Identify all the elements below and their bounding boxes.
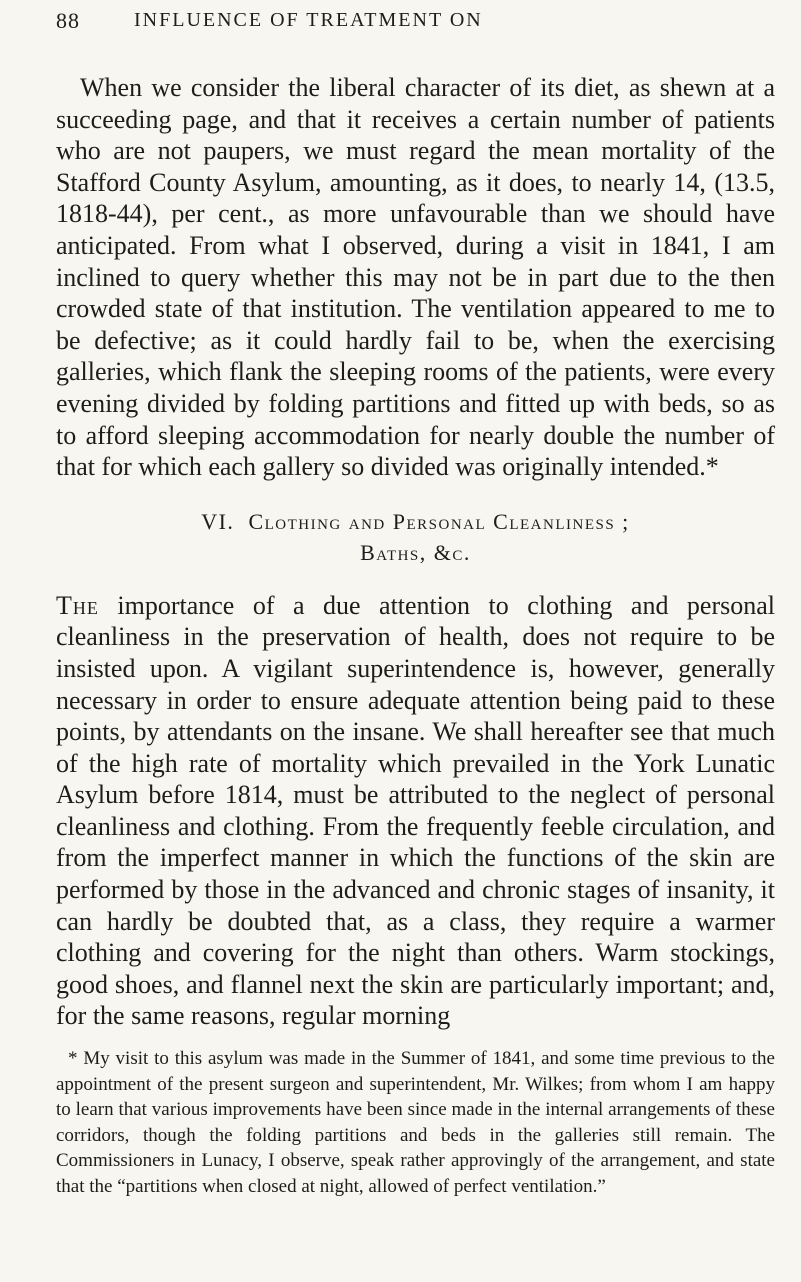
footnote: * My visit to this asylum was made in the Summer of 1841, and some time previous to the appointment of the present surgeon and superintendent, Mr. Wilkes; from whom I am happy to learn that various improvements have been since made in the internal arrangements of these corridors, though the folding partitions and beds in the galleries still remain. The Commissioners in Lunacy, I observe, speak rather approvingly of the arrangement, and state that the “partitions when closed at night, allowed of perfect ventilation.”	[56, 1048, 775, 1197]
running-head	[56, 8, 775, 48]
running-title: INFLUENCE OF TREATMENT ON	[134, 9, 483, 31]
page-number: 88	[56, 8, 80, 33]
paragraph-2-text: importance of a due attention to clothing and personal cleanliness in the preservation of health, does not require to be insisted upon. A vigilant superintendence is, however, generally necessary in order to ensure adequate attention being paid to these points, by attendants on the insane. We shall hereafter see that much of the high rate of mortality which prevailed in the York Lunatic Asylum before 1814, must be attributed to the neglect of personal cleanliness and clothing. From the frequently feeble circulation, and from the imperfect manner in which the functions of the skin are performed by those in the advanced and chronic stages of insanity, it can hardly be doubted that, as a class, they require a warmer clothing and covering for the night than others. Warm stockings, good shoes, and flannel next the skin are particularly important; and, for the same reasons, regular morning	[56, 590, 776, 1031]
section-heading-line-1	[56, 506, 775, 537]
body-paragraph-1: When we consider the liberal character of its diet, as shewn at a succeeding page, and that it receives a certain number of patients who are not paupers, we must regard the mean mortality of the Stafford County Asylum, amounting, as it does, to nearly 14, (13.5, 1818-44), per cent., as more unfavourable than we should have anticipated. From what I observed, during a visit in 1841, I am inclined to query whether this may not be in part due to the then crowded state of that institution. The ventilation appeared to me to be defective; as it could hardly fail to be, when the exercising galleries, which flank the sleeping rooms of the patients, were every evening divided by folding partitions and fitted up with beds, so as to afford sleeping accommodation for nearly double the number of that for which each gallery so divided was originally intended.*	[56, 73, 775, 482]
paragraph-lead-words: The	[56, 590, 99, 620]
body-paragraph-2	[56, 590, 775, 1032]
section-heading	[56, 506, 775, 568]
section-title-line-2: Baths, &c.	[360, 539, 471, 565]
section-title-line-1: Clothing and Personal Cleanliness ;	[248, 508, 630, 534]
section-numeral: VI.	[201, 508, 235, 534]
